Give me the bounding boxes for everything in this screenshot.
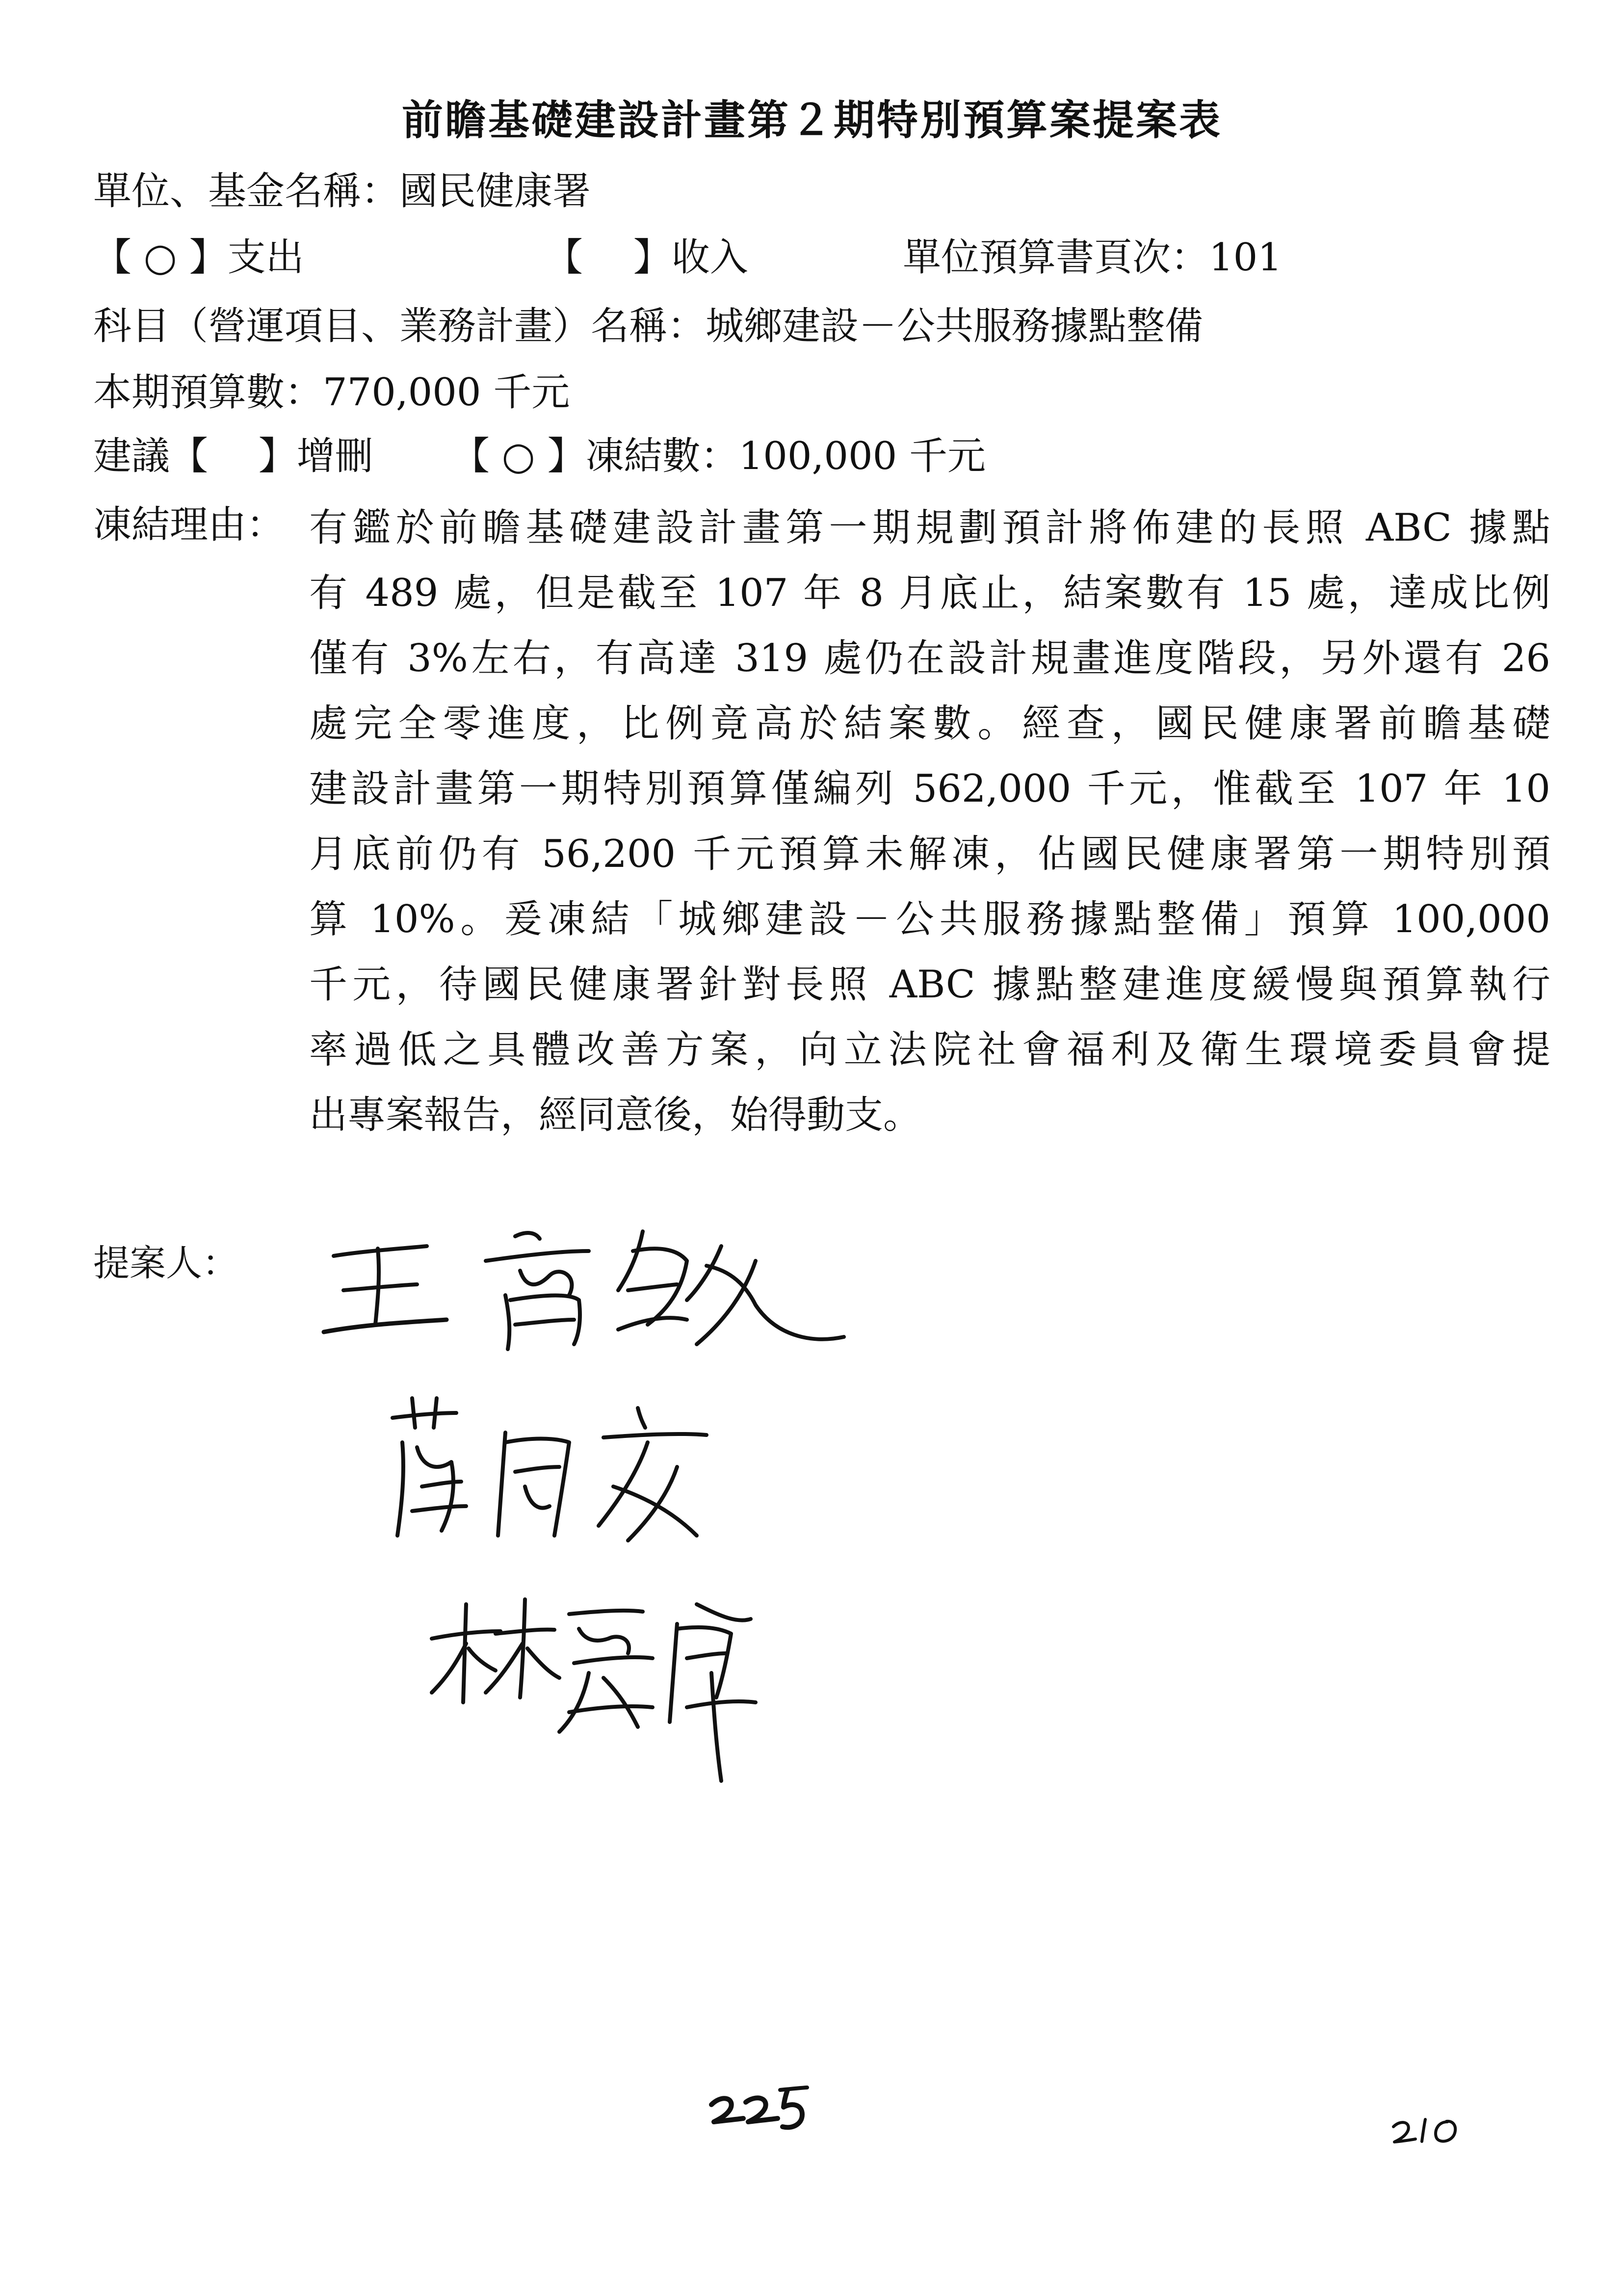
freeze-reason-text [309, 496, 1550, 1148]
budget-type-row [93, 228, 1282, 287]
reason-line: 月底前仍有 56,200 千元預算未解凍，佔國民健康署第一期特別預 [309, 832, 1550, 876]
page-number-mark-210 [1388, 2110, 1472, 2154]
reason-line: 出專案報告，經同意後，始得動支。 [309, 1093, 922, 1137]
suggest-add-delete: 建議【 】增刪 [93, 434, 373, 478]
freeze-reason-label: 凍結理由： [93, 503, 285, 547]
reason-line: 算 10%。爰凍結「城鄉建設－公共服務據點整備」預算 100,000 [309, 897, 1550, 941]
budget-amount-line: 本期預算數：770,000 千元 [93, 370, 570, 415]
signature-2-image [383, 1388, 756, 1550]
reason-line: 千元，待國民健康署針對長照 ABC 據點整建進度緩慢與預算執行 [309, 963, 1550, 1007]
suggestion-row [93, 427, 986, 486]
expense-checkbox-label: 【 ○ 】支出 [93, 235, 304, 280]
reason-line: 處完全零進度，比例竟高於結案數。經查，國民健康署前瞻基礎 [309, 702, 1550, 746]
proposer-label: 提案人： [93, 1242, 238, 1284]
reason-line: 僅有 3%左右，有高達 319 處仍在設計規畫進度階段，另外還有 26 [309, 636, 1550, 680]
unit-line: 單位、基金名稱：國民健康署 [93, 169, 591, 213]
reason-line: 率過低之具體改善方案，向立法院社會福利及衛生環境委員會提 [309, 1028, 1550, 1072]
document-title: 前瞻基礎建設計畫第２期特別預算案提案表 [401, 96, 1222, 144]
reason-line: 有鑑於前瞻基礎建設計畫第一期規劃預計將佈建的長照 ABC 據點 [309, 506, 1550, 550]
signature-1-image [304, 1202, 868, 1364]
freeze-amount: 【 ○ 】凍結數：100,000 千元 [451, 434, 986, 478]
reason-line: 建設計畫第一期特別預算僅編列 562,000 千元，惟截至 107 年 10 [309, 767, 1550, 811]
budget-book-page: 單位預算書頁次：101 [903, 235, 1282, 280]
subject-line: 科目（營運項目、業務計畫）名稱：城鄉建設－公共服務據點整備 [93, 304, 1204, 348]
signature-3-image [422, 1585, 765, 1791]
page-number-mark-225 [707, 2080, 824, 2139]
income-checkbox-label: 【 】收入 [545, 235, 748, 280]
reason-line: 有 489 處，但是截至 107 年 8 月底止，結案數有 15 處，達成比例 [309, 571, 1550, 615]
